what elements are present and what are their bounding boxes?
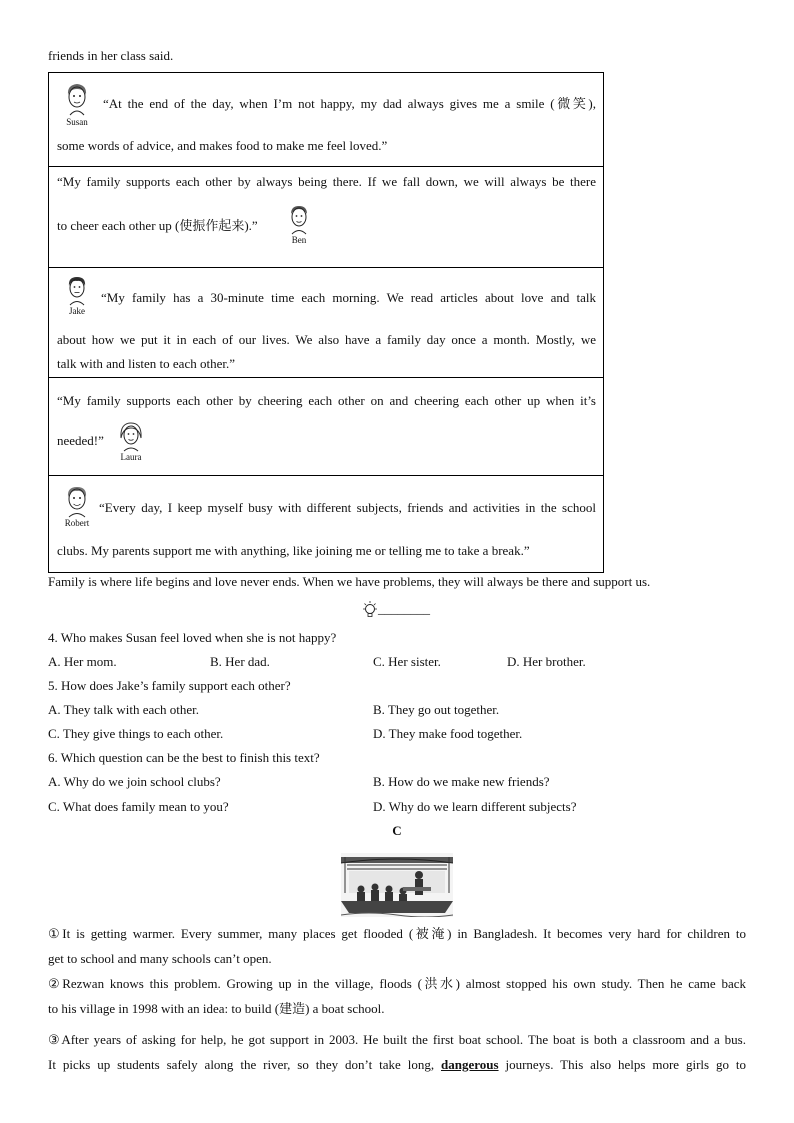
laura-quote-line-2: needed!” <box>57 433 104 448</box>
q6-option-c[interactable]: C. What does family mean to you? <box>48 799 229 814</box>
jake-quote-line-3: talk with and listen to each other.” <box>57 356 235 371</box>
paragraph-1-line-2: get to school and many schools can’t open. <box>48 951 272 966</box>
ben-name-label: Ben <box>291 235 307 245</box>
q4-option-c[interactable]: C. Her sister. <box>373 654 441 669</box>
underlined-word-dangerous: dangerous <box>440 1057 499 1072</box>
q4-option-b[interactable]: B. Her dad. <box>210 654 270 669</box>
blank-underline: ________ <box>378 601 430 616</box>
q5-option-c[interactable]: C. They give things to each other. <box>48 726 224 741</box>
q5-option-a[interactable]: A. They talk with each other. <box>48 702 200 717</box>
quote-row-robert <box>49 476 603 572</box>
intro-tail-text: friends in her class said. <box>48 48 174 63</box>
susan-quote-line-1: “At the end of the day, when I’m not happy, my dad always gives me a smile (微笑), <box>103 96 596 111</box>
jake-quote-line-2: about how we put it in each of our lives. We also have a family day once a month. Mostly, we <box>57 332 596 347</box>
avatar-laura <box>113 420 149 462</box>
quote-row-jake <box>49 268 603 378</box>
section-c-title: C <box>392 823 402 838</box>
ben-quote-line-1: “My family supports each other by always being there. If we fall down, we will always be there <box>57 174 596 189</box>
quote-row-ben <box>49 167 603 268</box>
avatar-jake <box>59 274 95 316</box>
paragraph-3-line-2-end: journeys. This also helps more girls go to <box>505 1057 746 1072</box>
quote-row-susan <box>49 73 603 167</box>
paragraph-2-line-1: ②Rezwan knows this problem. Growing up in the village, floods (洪水) almost stopped his own study. Then he came back <box>48 976 746 991</box>
q5-option-d[interactable]: D. They make food together. <box>373 726 523 741</box>
jake-name-label: Jake <box>69 306 85 316</box>
avatar-ben <box>281 203 317 245</box>
question-4-stem: 4. Who makes Susan feel loved when she is not happy? <box>48 630 337 645</box>
question-6-stem: 6. Which question can be the best to finish this text? <box>48 750 320 765</box>
q4-option-d[interactable]: D. Her brother. <box>507 654 586 669</box>
question-5-stem: 5. How does Jake’s family support each other? <box>48 678 291 693</box>
robert-name-label: Robert <box>64 518 90 528</box>
q4-option-a[interactable]: A. Her mom. <box>48 654 117 669</box>
boat-school-illustration <box>341 853 453 917</box>
avatar-robert <box>59 484 95 528</box>
robert-portrait-icon <box>64 484 90 518</box>
paragraph-1-line-1: ①It is getting warmer. Every summer, many places get flooded (被淹) in Bangladesh. It becomes very hard for children to <box>48 926 746 941</box>
robert-quote-line-1: “Every day, I keep myself busy with different subjects, friends and activities in the school <box>99 500 596 515</box>
q6-option-b[interactable]: B. How do we make new friends? <box>373 774 550 789</box>
susan-portrait-icon <box>64 81 90 117</box>
laura-name-label: Laura <box>120 452 142 462</box>
susan-name-label: Susan <box>66 117 88 127</box>
paragraph-2-line-2: to his village in 1998 with an idea: to build (建造) a boat school. <box>48 1001 385 1016</box>
laura-quote-line-1: “My family supports each other by cheering each other on and cheering each other up when it’s <box>57 393 596 408</box>
q6-option-d[interactable]: D. Why do we learn different subjects? <box>373 799 577 814</box>
jake-portrait-icon <box>65 274 89 306</box>
avatar-susan <box>59 81 95 127</box>
paragraph-3-line-2 <box>48 1057 746 1073</box>
lightbulb-icon <box>360 600 380 620</box>
ben-quote-line-2: to cheer each other up (使振作起来).” <box>57 218 258 233</box>
jake-quote-line-1: “My family has a 30-minute time each morning. We read articles about love and talk <box>101 290 596 305</box>
title-blank-line <box>360 600 440 620</box>
q5-option-b[interactable]: B. They go out together. <box>373 702 500 717</box>
susan-quote-line-2: some words of advice, and makes food to make me feel loved.” <box>57 138 388 153</box>
ben-portrait-icon <box>287 203 311 235</box>
robert-quote-line-2: clubs. My parents support me with anything, like joining me or telling me to take a break.” <box>57 543 530 558</box>
laura-portrait-icon <box>118 420 144 452</box>
paragraph-3-line-2-start: It picks up students safely along the river, so they don’t take long, <box>48 1057 435 1072</box>
paragraph-3-line-1: ③After years of asking for help, he got support in 2003. He built the first boat school. The boat is both a classroom and a bus. <box>48 1032 746 1047</box>
quotes-table <box>48 72 604 573</box>
closing-sentence: Family is where life begins and love never ends. When we have problems, they will always be there and support us. <box>48 574 651 589</box>
quote-row-laura <box>49 378 603 476</box>
q6-option-a[interactable]: A. Why do we join school clubs? <box>48 774 221 789</box>
